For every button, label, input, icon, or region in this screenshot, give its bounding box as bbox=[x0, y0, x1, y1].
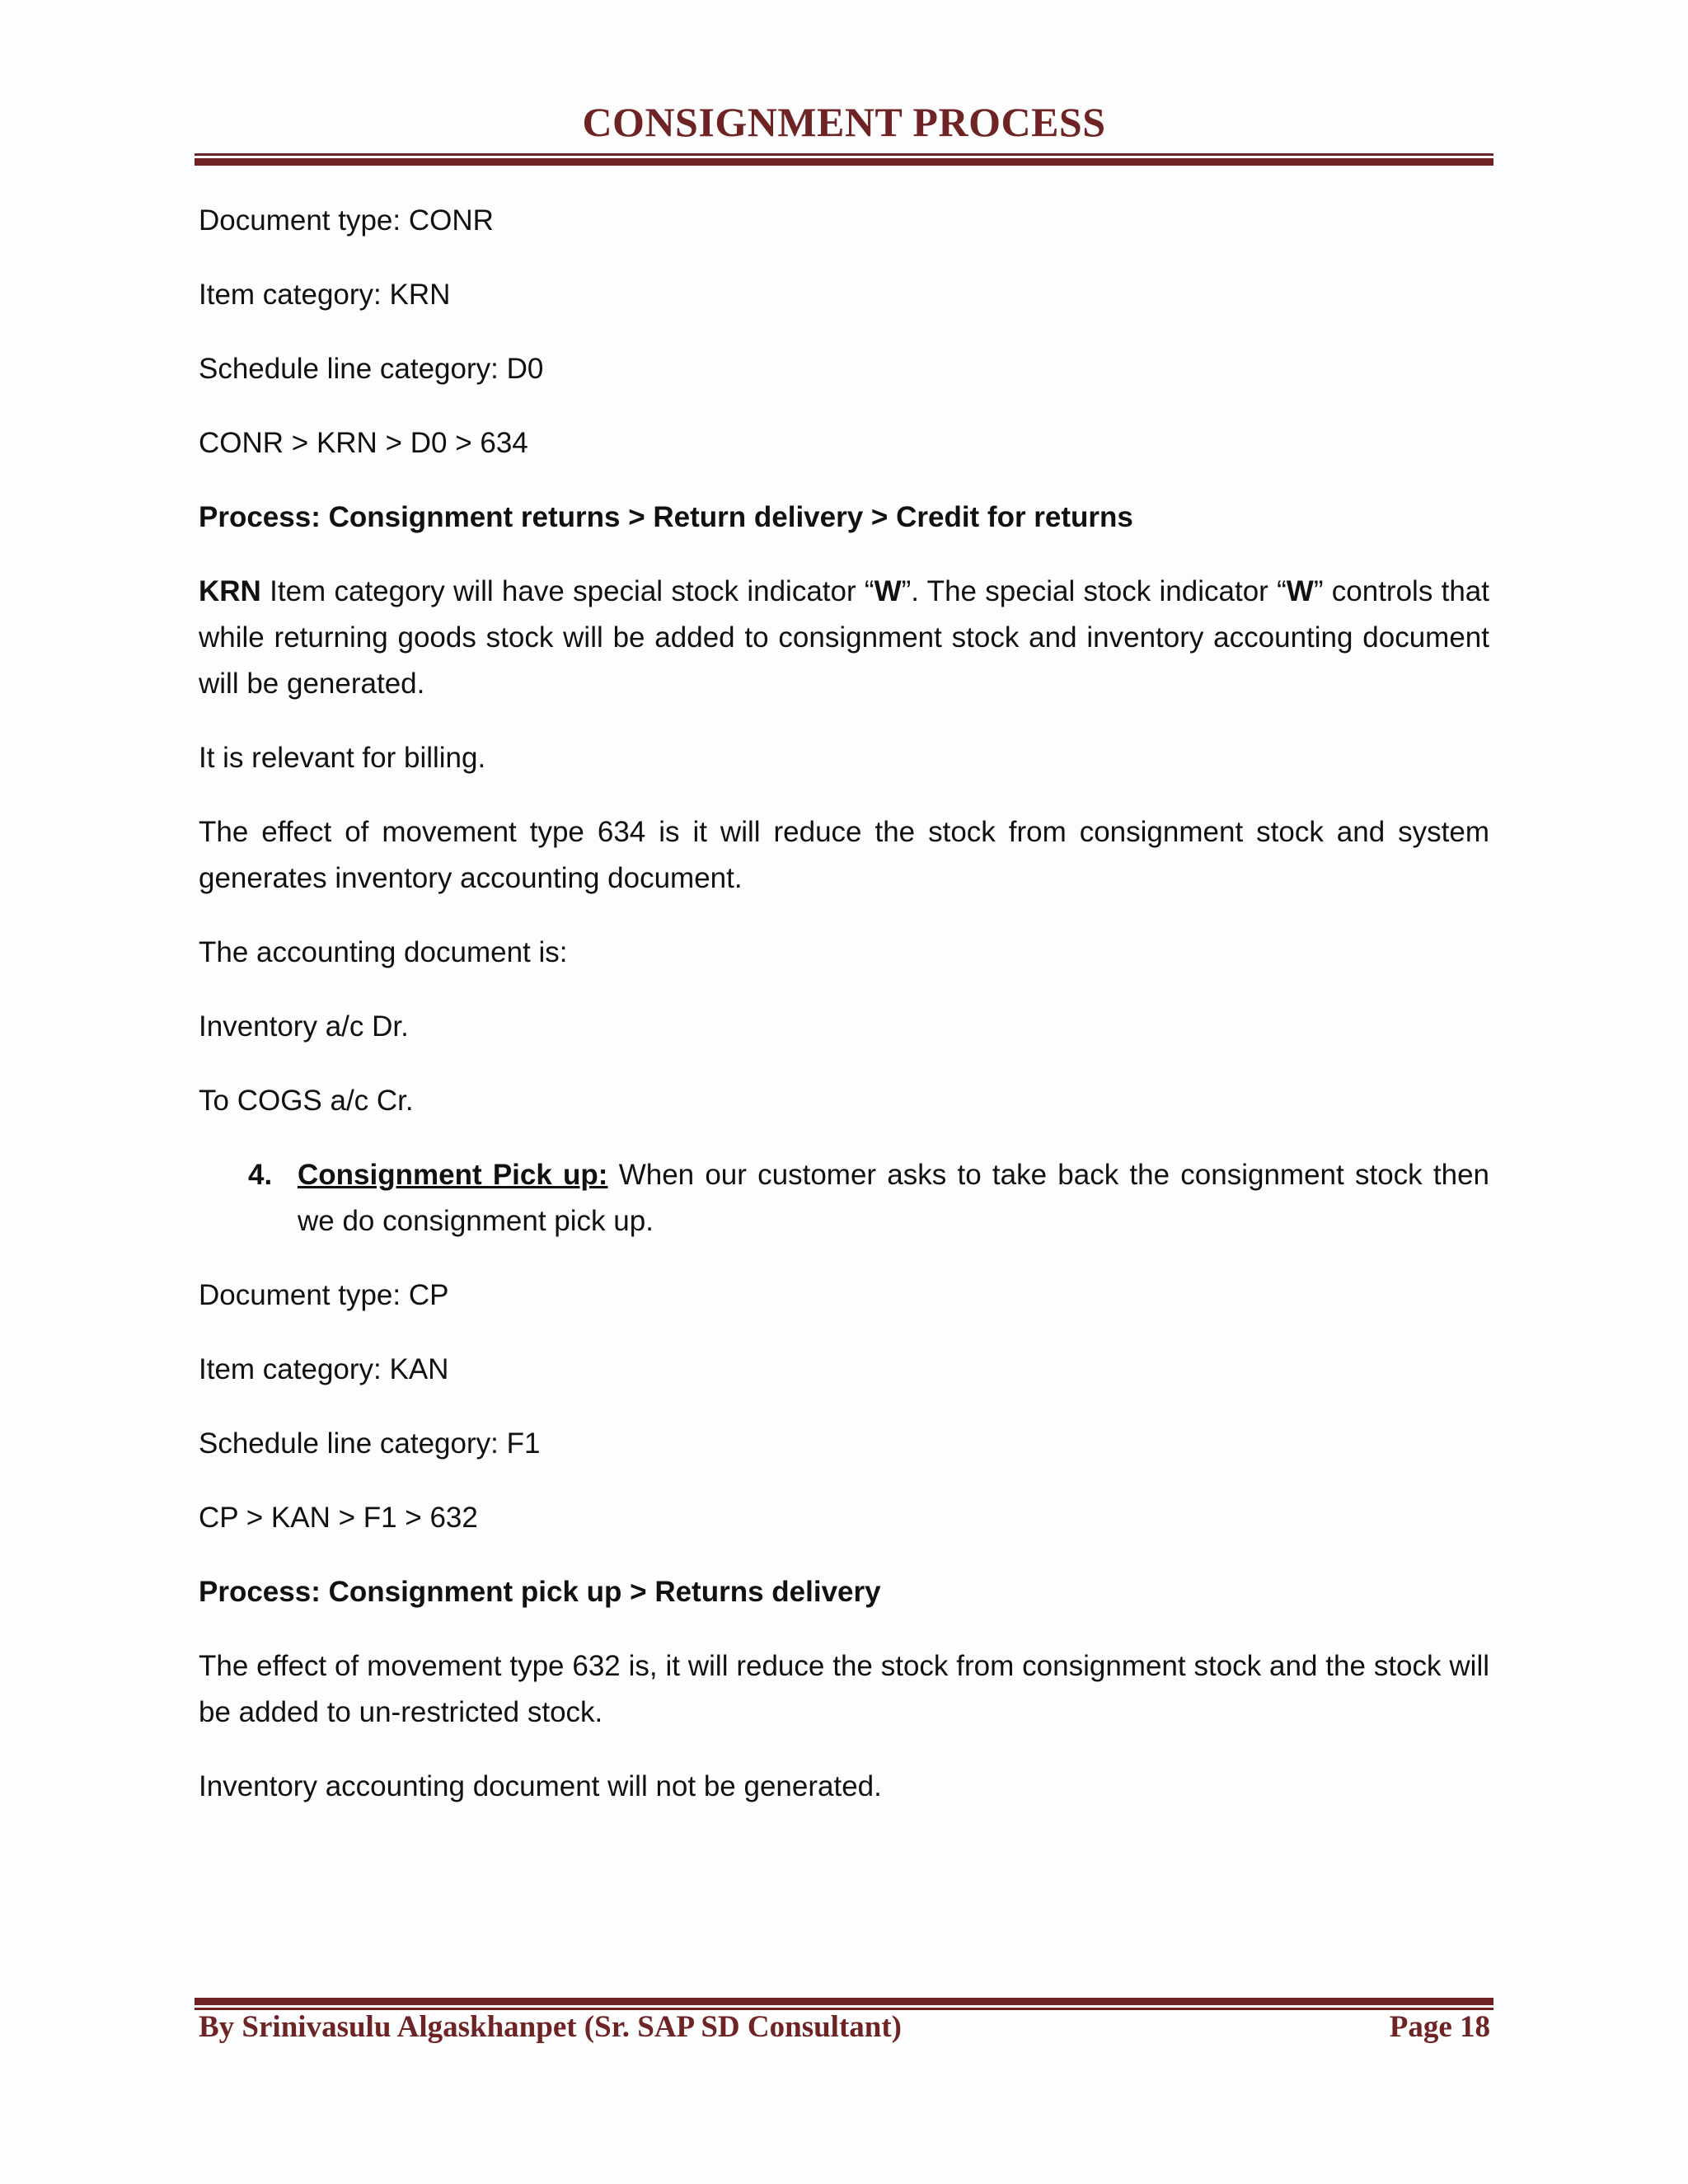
footer-page-number: Page 18 bbox=[1389, 2010, 1490, 2044]
list-term-consignment-pickup: Consignment Pick up: bbox=[298, 1159, 608, 1191]
krn-text-1: Item category will have special stock indicator “ bbox=[260, 575, 874, 607]
document-type-conr: Document type: CONR bbox=[199, 204, 494, 237]
list-item-text: When our customer asks to take back the consignment stock then we do consignment pick up. bbox=[298, 1159, 1489, 1237]
list-number: 4. bbox=[248, 1159, 273, 1191]
process-consignment-returns: Process: Consignment returns > Return delivery > Credit for returns bbox=[199, 501, 1133, 533]
billing-relevance: It is relevant for billing. bbox=[199, 742, 486, 774]
schedule-line-category-f1: Schedule line category: F1 bbox=[199, 1427, 541, 1460]
effect-632-paragraph: The effect of movement type 632 is, it will reduce the stock from consignment stock and the stock will be added to un-restricted stock. bbox=[199, 1650, 1489, 1728]
footer-author: By Srinivasulu Algaskhanpet (Sr. SAP SD Consultant) bbox=[199, 2010, 902, 2044]
inventory-debit-line: Inventory a/c Dr. bbox=[199, 1010, 409, 1043]
krn-paragraph bbox=[199, 569, 1489, 707]
item-category-kan: Item category: KAN bbox=[199, 1353, 449, 1385]
cp-config-chain: CP > KAN > F1 > 632 bbox=[199, 1502, 478, 1534]
header-rule-thick bbox=[195, 158, 1493, 166]
krn-text-3: ” controls that while returning goods stock will be added to consignment stock and inventory accounting document will be generated. bbox=[199, 575, 1489, 700]
footer-rule-thick bbox=[195, 1998, 1493, 2005]
page-title: CONSIGNMENT PROCESS bbox=[582, 99, 1106, 145]
krn-text-2: ”. The special stock indicator “ bbox=[901, 575, 1287, 607]
accounting-document-label: The accounting document is: bbox=[199, 936, 568, 968]
cogs-credit-line: To COGS a/c Cr. bbox=[199, 1085, 414, 1117]
header-rule-thin bbox=[195, 153, 1493, 156]
krn-lead: KRN bbox=[199, 575, 261, 607]
item-category-krn: Item category: KRN bbox=[199, 279, 451, 311]
list-item-consignment-pickup bbox=[199, 1152, 1489, 1244]
conr-config-chain: CONR > KRN > D0 > 634 bbox=[199, 427, 528, 459]
document-type-cp: Document type: CP bbox=[199, 1279, 449, 1311]
no-accounting-document: Inventory accounting document will not be generated. bbox=[199, 1770, 882, 1802]
indicator-w-1: W bbox=[874, 575, 902, 607]
document-body bbox=[199, 198, 1489, 1838]
effect-634-paragraph: The effect of movement type 634 is it will reduce the stock from consignment stock and system generates inventory accounting document. bbox=[199, 816, 1489, 894]
schedule-line-category-d0: Schedule line category: D0 bbox=[199, 353, 544, 385]
indicator-w-2: W bbox=[1286, 575, 1314, 607]
process-consignment-pickup: Process: Consignment pick up > Returns delivery bbox=[199, 1576, 881, 1608]
